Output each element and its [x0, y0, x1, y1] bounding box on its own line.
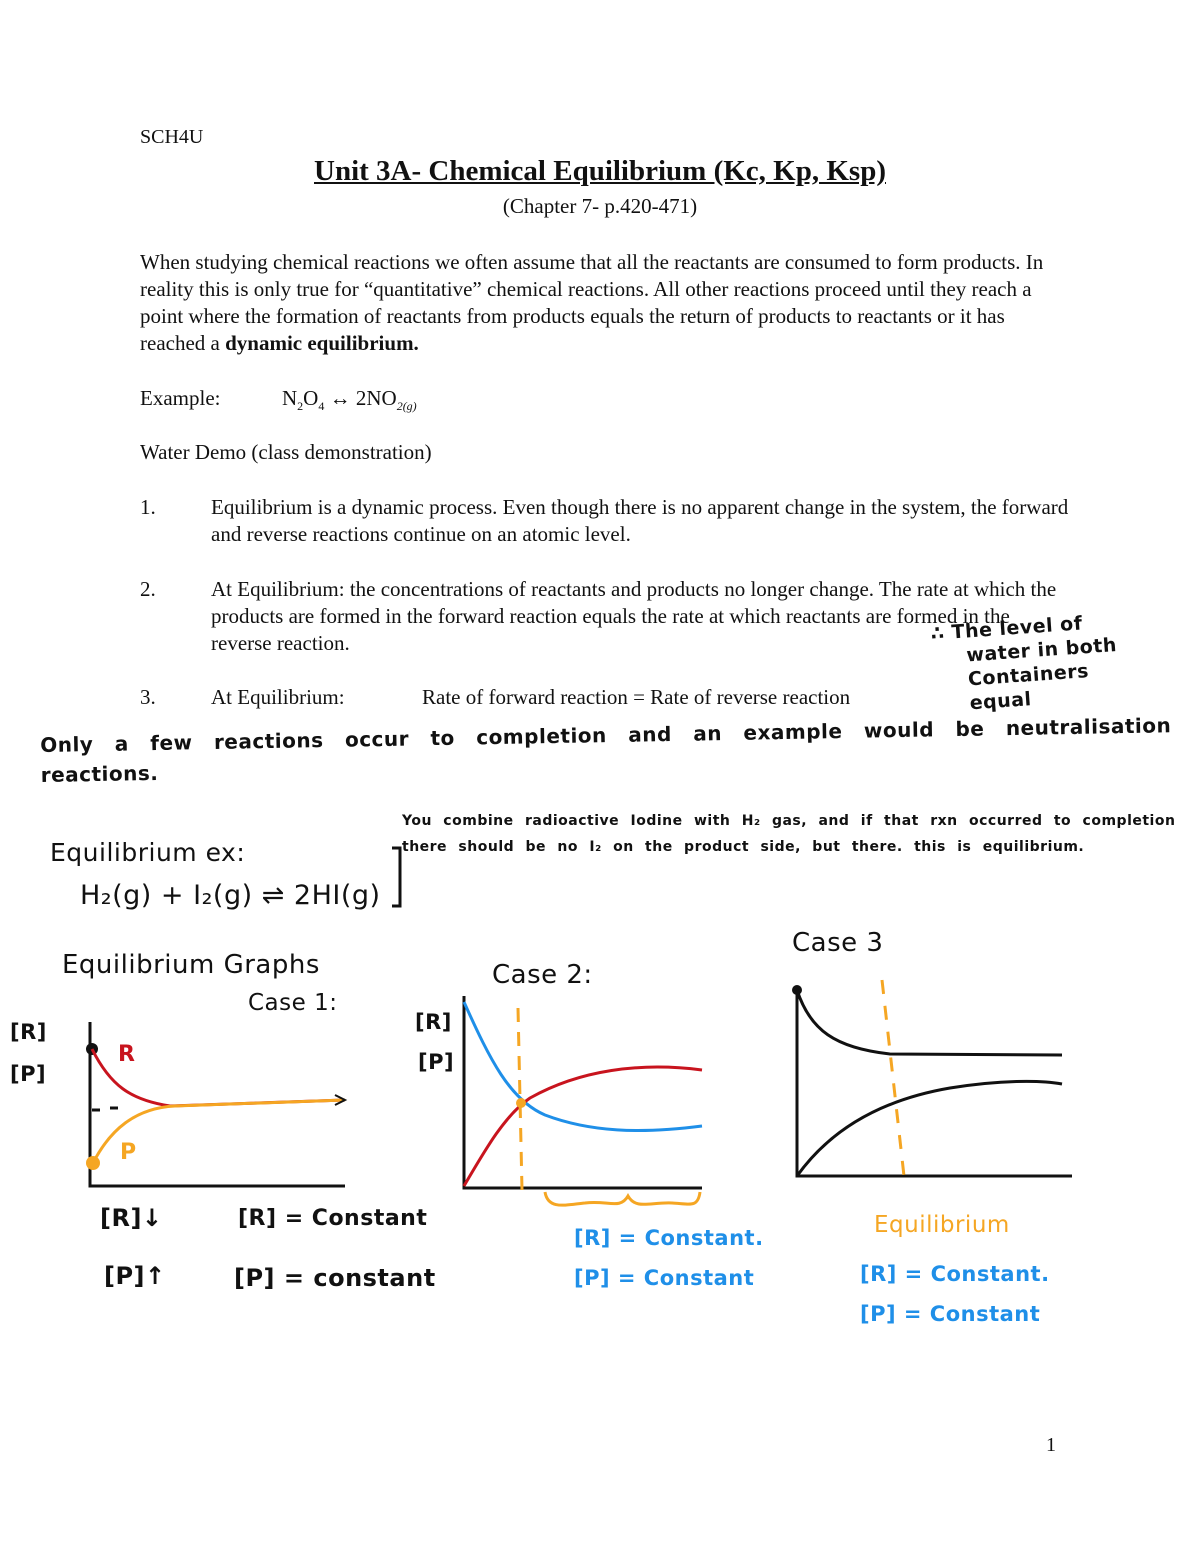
case-3-label: Case 3	[792, 928, 884, 958]
case-3-equilibrium-line	[882, 980, 904, 1176]
case-2-axis-p: [P]	[418, 1050, 455, 1074]
point-2-text: At Equilibrium: the concentrations of reactants and products no longer change. The rate at which the products are formed in the forward reaction equals the rate at which reactants are formed in the reverse reaction.	[211, 577, 1057, 655]
case-1-label: Case 1:	[248, 990, 338, 1016]
equilibrium-example-label: Equilibrium ex:	[50, 838, 246, 867]
completion-note-line-2: reactions.	[40, 760, 159, 787]
case-1-axis-p: [P]	[10, 1062, 47, 1086]
page-title: Unit 3A- Chemical Equilibrium (Kc, Kp, Ksp)	[314, 155, 886, 187]
point-1-text: Equilibrium is a dynamic process. Even though there is no apparent change in the system, the forward and reverse reactions continue on an atomic level.	[211, 495, 1069, 546]
case-1-axis-r: [R]	[10, 1020, 47, 1044]
case-3-r-curve	[797, 990, 1062, 1055]
point-3-number: 3.	[140, 685, 156, 709]
case-2-r-constant: [R] = Constant.	[574, 1226, 764, 1250]
graphs-title: Equilibrium Graphs	[62, 950, 320, 980]
curve-p-label: P	[120, 1140, 137, 1165]
curve-r-label: R	[118, 1042, 136, 1067]
case-1-graph	[86, 1022, 345, 1186]
point-3-text: Rate of forward reaction = Rate of reverse reaction	[422, 685, 851, 709]
case-2-axis-r: [R]	[415, 1010, 452, 1034]
case-1-r-decreases: [R]↓	[100, 1204, 163, 1232]
chapter-reference: (Chapter 7- p.420-471)	[502, 194, 698, 218]
case-1-dash	[92, 1108, 118, 1110]
page-number: 1	[1046, 1434, 1056, 1456]
case-3-r-constant: [R] = Constant.	[860, 1262, 1050, 1286]
case-1-r-constant: [R] = Constant	[238, 1206, 428, 1231]
case-3-p-constant: [P] = Constant	[860, 1302, 1041, 1326]
point-2-number: 2.	[140, 577, 156, 601]
equation-bracket	[392, 848, 400, 906]
point-1-number: 1.	[140, 495, 156, 519]
case-3-graph	[792, 980, 1072, 1176]
equilibrium-example-equation: H₂(g) + I₂(g) ⇌ 2HI(g)	[80, 880, 381, 911]
side-note-line-1: ∴ The level of	[930, 612, 1084, 645]
iodine-note-line-2: there should be no I₂ on the product side, but there. this is equilibrium.	[402, 839, 1085, 855]
example-label: Example:	[140, 386, 221, 410]
water-demo-heading: Water Demo (class demonstration)	[140, 440, 432, 464]
course-code: SCH4U	[140, 126, 204, 148]
iodine-note-line-1: You combine radioactive Iodine with H₂ gas, and if that rxn occurred to completion	[402, 813, 1176, 829]
intro-text: When studying chemical reactions we often assume that all the reactants are consumed to form products. In reality this is only true for “quantitative” chemical reactions. All other reactions proceed until they reach a point where the formation of reactants from products equals the return of products to reactants or it has reached a	[140, 250, 1044, 355]
case-1-p-curve	[93, 1100, 345, 1163]
case-3-p-curve	[797, 1081, 1062, 1176]
case-2-label: Case 2:	[492, 960, 593, 990]
case-2-graph	[464, 996, 702, 1205]
side-note-line-3: equal	[969, 688, 1033, 715]
intro-bold-term: dynamic equilibrium.	[225, 331, 419, 355]
case-3-equilibrium-label: Equilibrium	[874, 1212, 1010, 1238]
case-1-p-constant: [P] = constant	[234, 1264, 436, 1292]
case-2-p-constant: [P] = Constant	[574, 1266, 755, 1290]
case-1-p-increases: [P]↑	[104, 1262, 166, 1290]
example-equation: $N_2O_4$ ↔ $2NO_{2(g)}$	[282, 386, 417, 414]
completion-note-line-1: Only a few reactions occur to completion and an example would be neutralisation	[40, 713, 1172, 757]
side-note-line-2: water in both Containers	[965, 634, 1118, 691]
case-2-axes	[464, 996, 702, 1188]
case-2-brace	[545, 1192, 700, 1205]
point-3-label: At Equilibrium:	[211, 685, 345, 709]
case-1-r-curve	[92, 1049, 345, 1106]
